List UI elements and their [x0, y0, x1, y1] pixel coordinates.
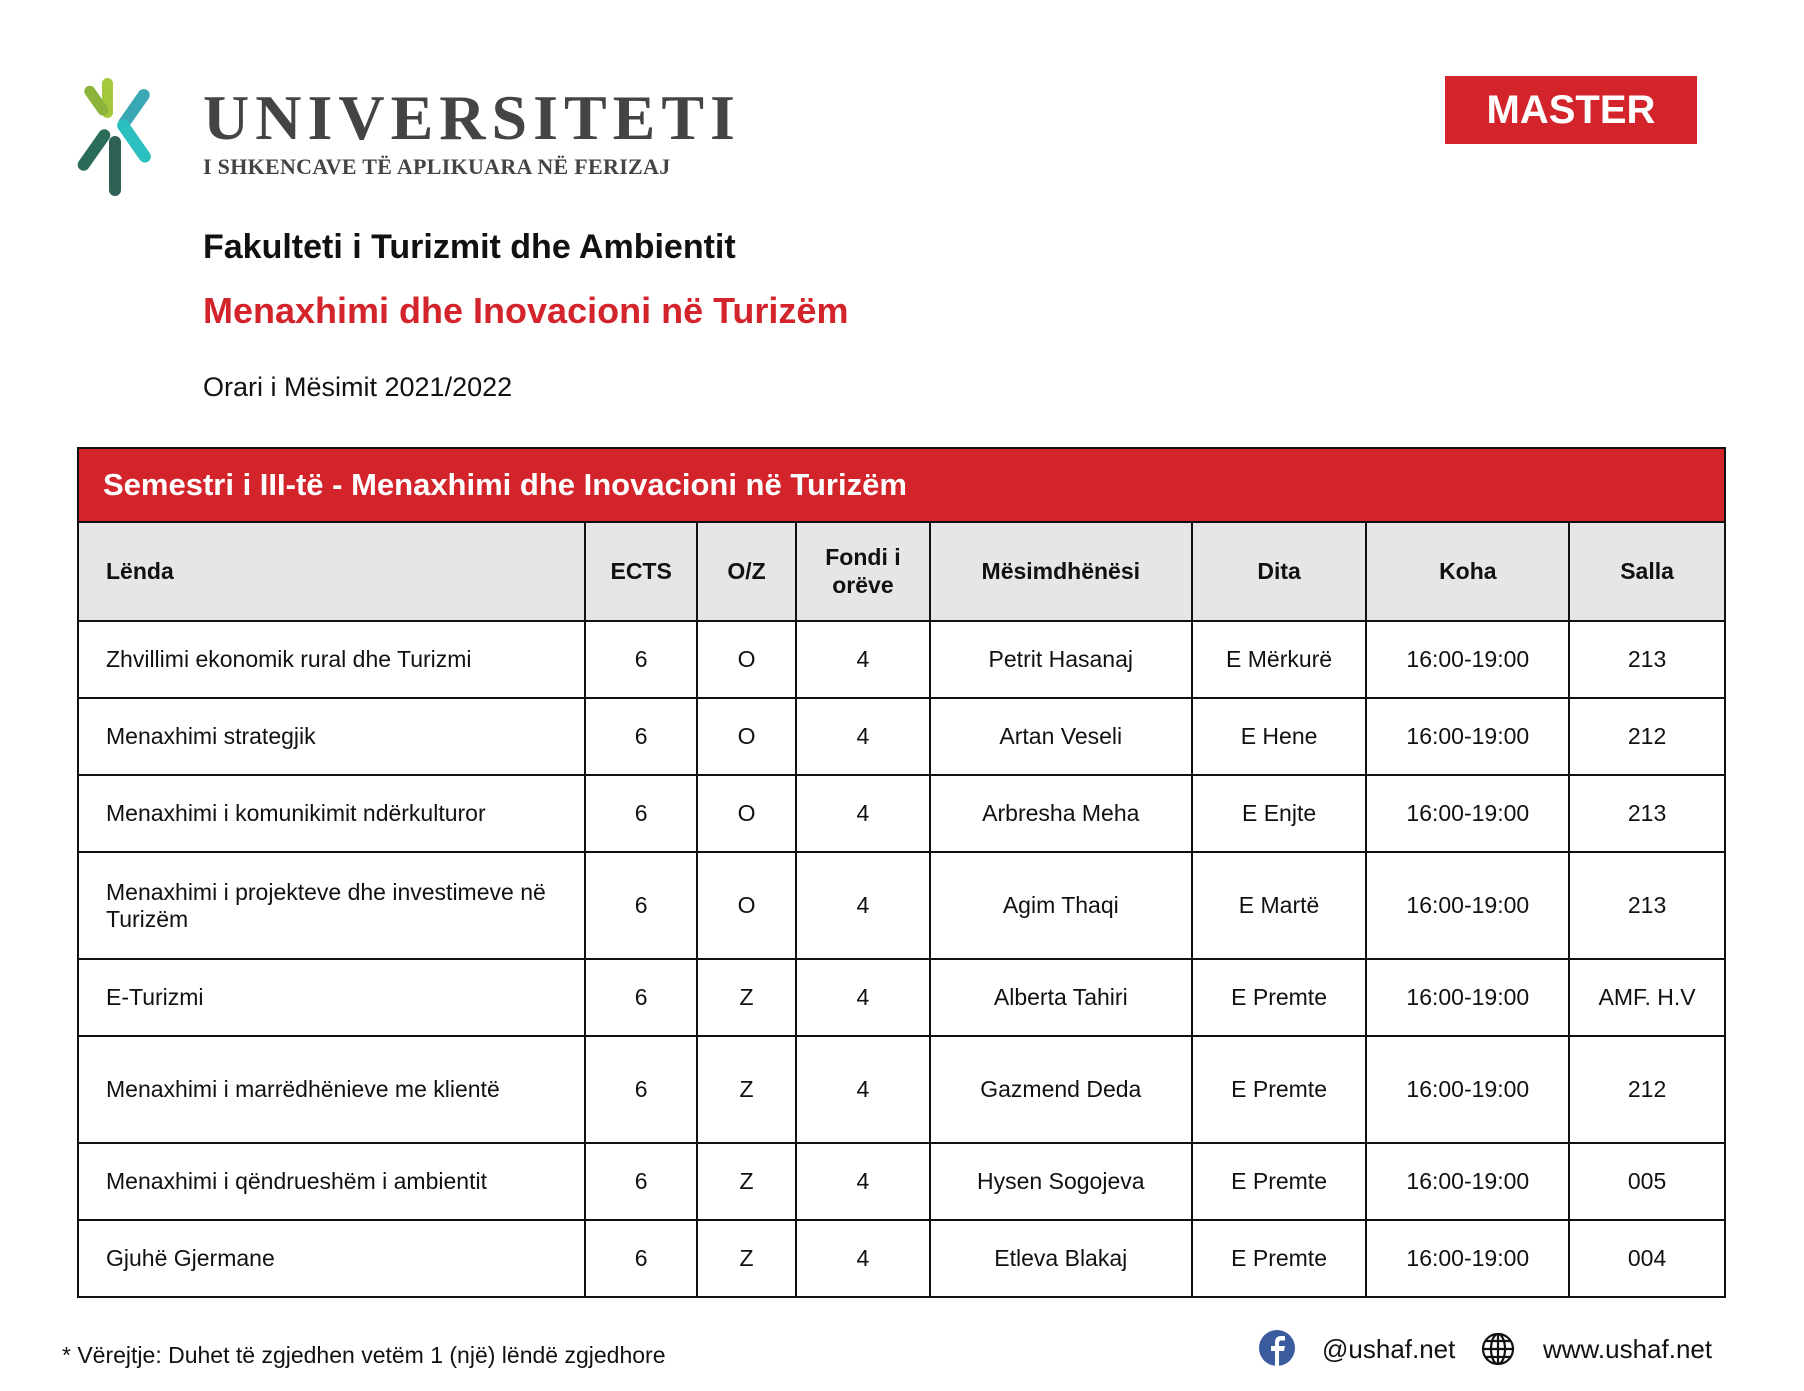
table-cell: 16:00-19:00 [1366, 1036, 1569, 1143]
column-header: Mësimdhënësi [930, 522, 1192, 621]
facebook-handle[interactable]: @ushaf.net [1322, 1334, 1456, 1364]
table-cell: 213 [1569, 621, 1725, 698]
semester-title: Semestri i III-të - Menaxhimi dhe Inovacioni në Turizëm [78, 448, 1725, 522]
table-cell: 005 [1569, 1143, 1725, 1220]
table-title-row [78, 448, 1725, 522]
facebook-icon[interactable] [1259, 1330, 1295, 1366]
table-header-row [78, 522, 1725, 621]
table-cell: E Enjte [1192, 775, 1367, 852]
university-subtitle: I SHKENCAVE TË APLIKUARA NË FERIZAJ [203, 154, 671, 179]
table-cell: AMF. H.V [1569, 959, 1725, 1036]
table-cell: 16:00-19:00 [1366, 775, 1569, 852]
table-cell: E Premte [1192, 1036, 1367, 1143]
column-header: ECTS [585, 522, 697, 621]
table-cell: 213 [1569, 775, 1725, 852]
table-cell: Z [697, 1036, 796, 1143]
table-cell: O [697, 852, 796, 959]
master-badge: MASTER [1445, 76, 1697, 144]
table-cell: 213 [1569, 852, 1725, 959]
table-cell: 4 [796, 775, 930, 852]
table-cell: Gazmend Deda [930, 1036, 1192, 1143]
table-cell: Menaxhimi strategjik [78, 698, 585, 775]
faculty-title: Fakulteti i Turizmit dhe Ambientit [203, 228, 736, 266]
table-cell: 4 [796, 959, 930, 1036]
table-cell: 16:00-19:00 [1366, 852, 1569, 959]
table-cell: 6 [585, 852, 697, 959]
table-cell: 16:00-19:00 [1366, 698, 1569, 775]
table-cell: 6 [585, 621, 697, 698]
table-cell: Arbresha Meha [930, 775, 1192, 852]
table-cell: 212 [1569, 1036, 1725, 1143]
table-cell: 004 [1569, 1220, 1725, 1297]
table-row [78, 852, 1725, 959]
table-cell: E-Turizmi [78, 959, 585, 1036]
table-cell: 4 [796, 1220, 930, 1297]
table-cell: Menaxhimi i marrëdhënieve me klientë [78, 1036, 585, 1143]
table-cell: 4 [796, 1143, 930, 1220]
table-cell: 4 [796, 1036, 930, 1143]
table-cell: Z [697, 959, 796, 1036]
table-cell: Z [697, 1143, 796, 1220]
table-cell: 6 [585, 698, 697, 775]
university-logo [76, 78, 174, 196]
table-cell: Menaxhimi i projekteve dhe investimeve në Turizëm [78, 852, 585, 959]
table-cell: 6 [585, 775, 697, 852]
table-cell: Zhvillimi ekonomik rural dhe Turizmi [78, 621, 585, 698]
table-cell: Gjuhë Gjermane [78, 1220, 585, 1297]
table-cell: Menaxhimi i qëndrueshëm i ambientit [78, 1143, 585, 1220]
column-header: Dita [1192, 522, 1367, 621]
table-cell: 16:00-19:00 [1366, 621, 1569, 698]
table-cell: E Premte [1192, 1143, 1367, 1220]
table-cell: Etleva Blakaj [930, 1220, 1192, 1297]
table-cell: 4 [796, 852, 930, 959]
table-cell: 6 [585, 1220, 697, 1297]
table-cell: 16:00-19:00 [1366, 1143, 1569, 1220]
table-cell: O [697, 775, 796, 852]
footer-note: * Vërejtje: Duhet të zgjedhen vetëm 1 (një) lëndë zgjedhore [62, 1342, 666, 1368]
table-cell: 4 [796, 621, 930, 698]
table-row [78, 775, 1725, 852]
table-cell: 212 [1569, 698, 1725, 775]
table-cell: Menaxhimi i komunikimit ndërkulturor [78, 775, 585, 852]
table-row [78, 1220, 1725, 1297]
table-cell: E Mërkurë [1192, 621, 1367, 698]
university-name: UNIVERSITETI [203, 82, 741, 153]
column-header: Salla [1569, 522, 1725, 621]
table-cell: Z [697, 1220, 796, 1297]
table-cell: 6 [585, 1143, 697, 1220]
table-cell: Petrit Hasanaj [930, 621, 1192, 698]
table-cell: Hysen Sogojeva [930, 1143, 1192, 1220]
globe-icon [1481, 1332, 1515, 1366]
website-link[interactable]: www.ushaf.net [1543, 1334, 1713, 1364]
table-cell: 6 [585, 959, 697, 1036]
table-cell: Artan Veseli [930, 698, 1192, 775]
schedule-table [77, 447, 1726, 1298]
table-cell: O [697, 621, 796, 698]
table-cell: E Hene [1192, 698, 1367, 775]
table-cell: Agim Thaqi [930, 852, 1192, 959]
program-title: Menaxhimi dhe Inovacioni në Turizëm [203, 290, 849, 331]
table-cell: Alberta Tahiri [930, 959, 1192, 1036]
column-header: O/Z [697, 522, 796, 621]
table-cell: 6 [585, 1036, 697, 1143]
table-row [78, 698, 1725, 775]
table-row [78, 1036, 1725, 1143]
column-header: Lënda [78, 522, 585, 621]
table-cell: E Martë [1192, 852, 1367, 959]
schedule-year: Orari i Mësimit 2021/2022 [203, 372, 513, 402]
table-row [78, 959, 1725, 1036]
table-cell: O [697, 698, 796, 775]
table-cell: 16:00-19:00 [1366, 1220, 1569, 1297]
table-row [78, 1143, 1725, 1220]
column-header: Koha [1366, 522, 1569, 621]
table-row [78, 621, 1725, 698]
table-cell: E Premte [1192, 1220, 1367, 1297]
table-cell: E Premte [1192, 959, 1367, 1036]
column-header: Fondi i orëve [796, 522, 930, 621]
table-cell: 16:00-19:00 [1366, 959, 1569, 1036]
table-cell: 4 [796, 698, 930, 775]
